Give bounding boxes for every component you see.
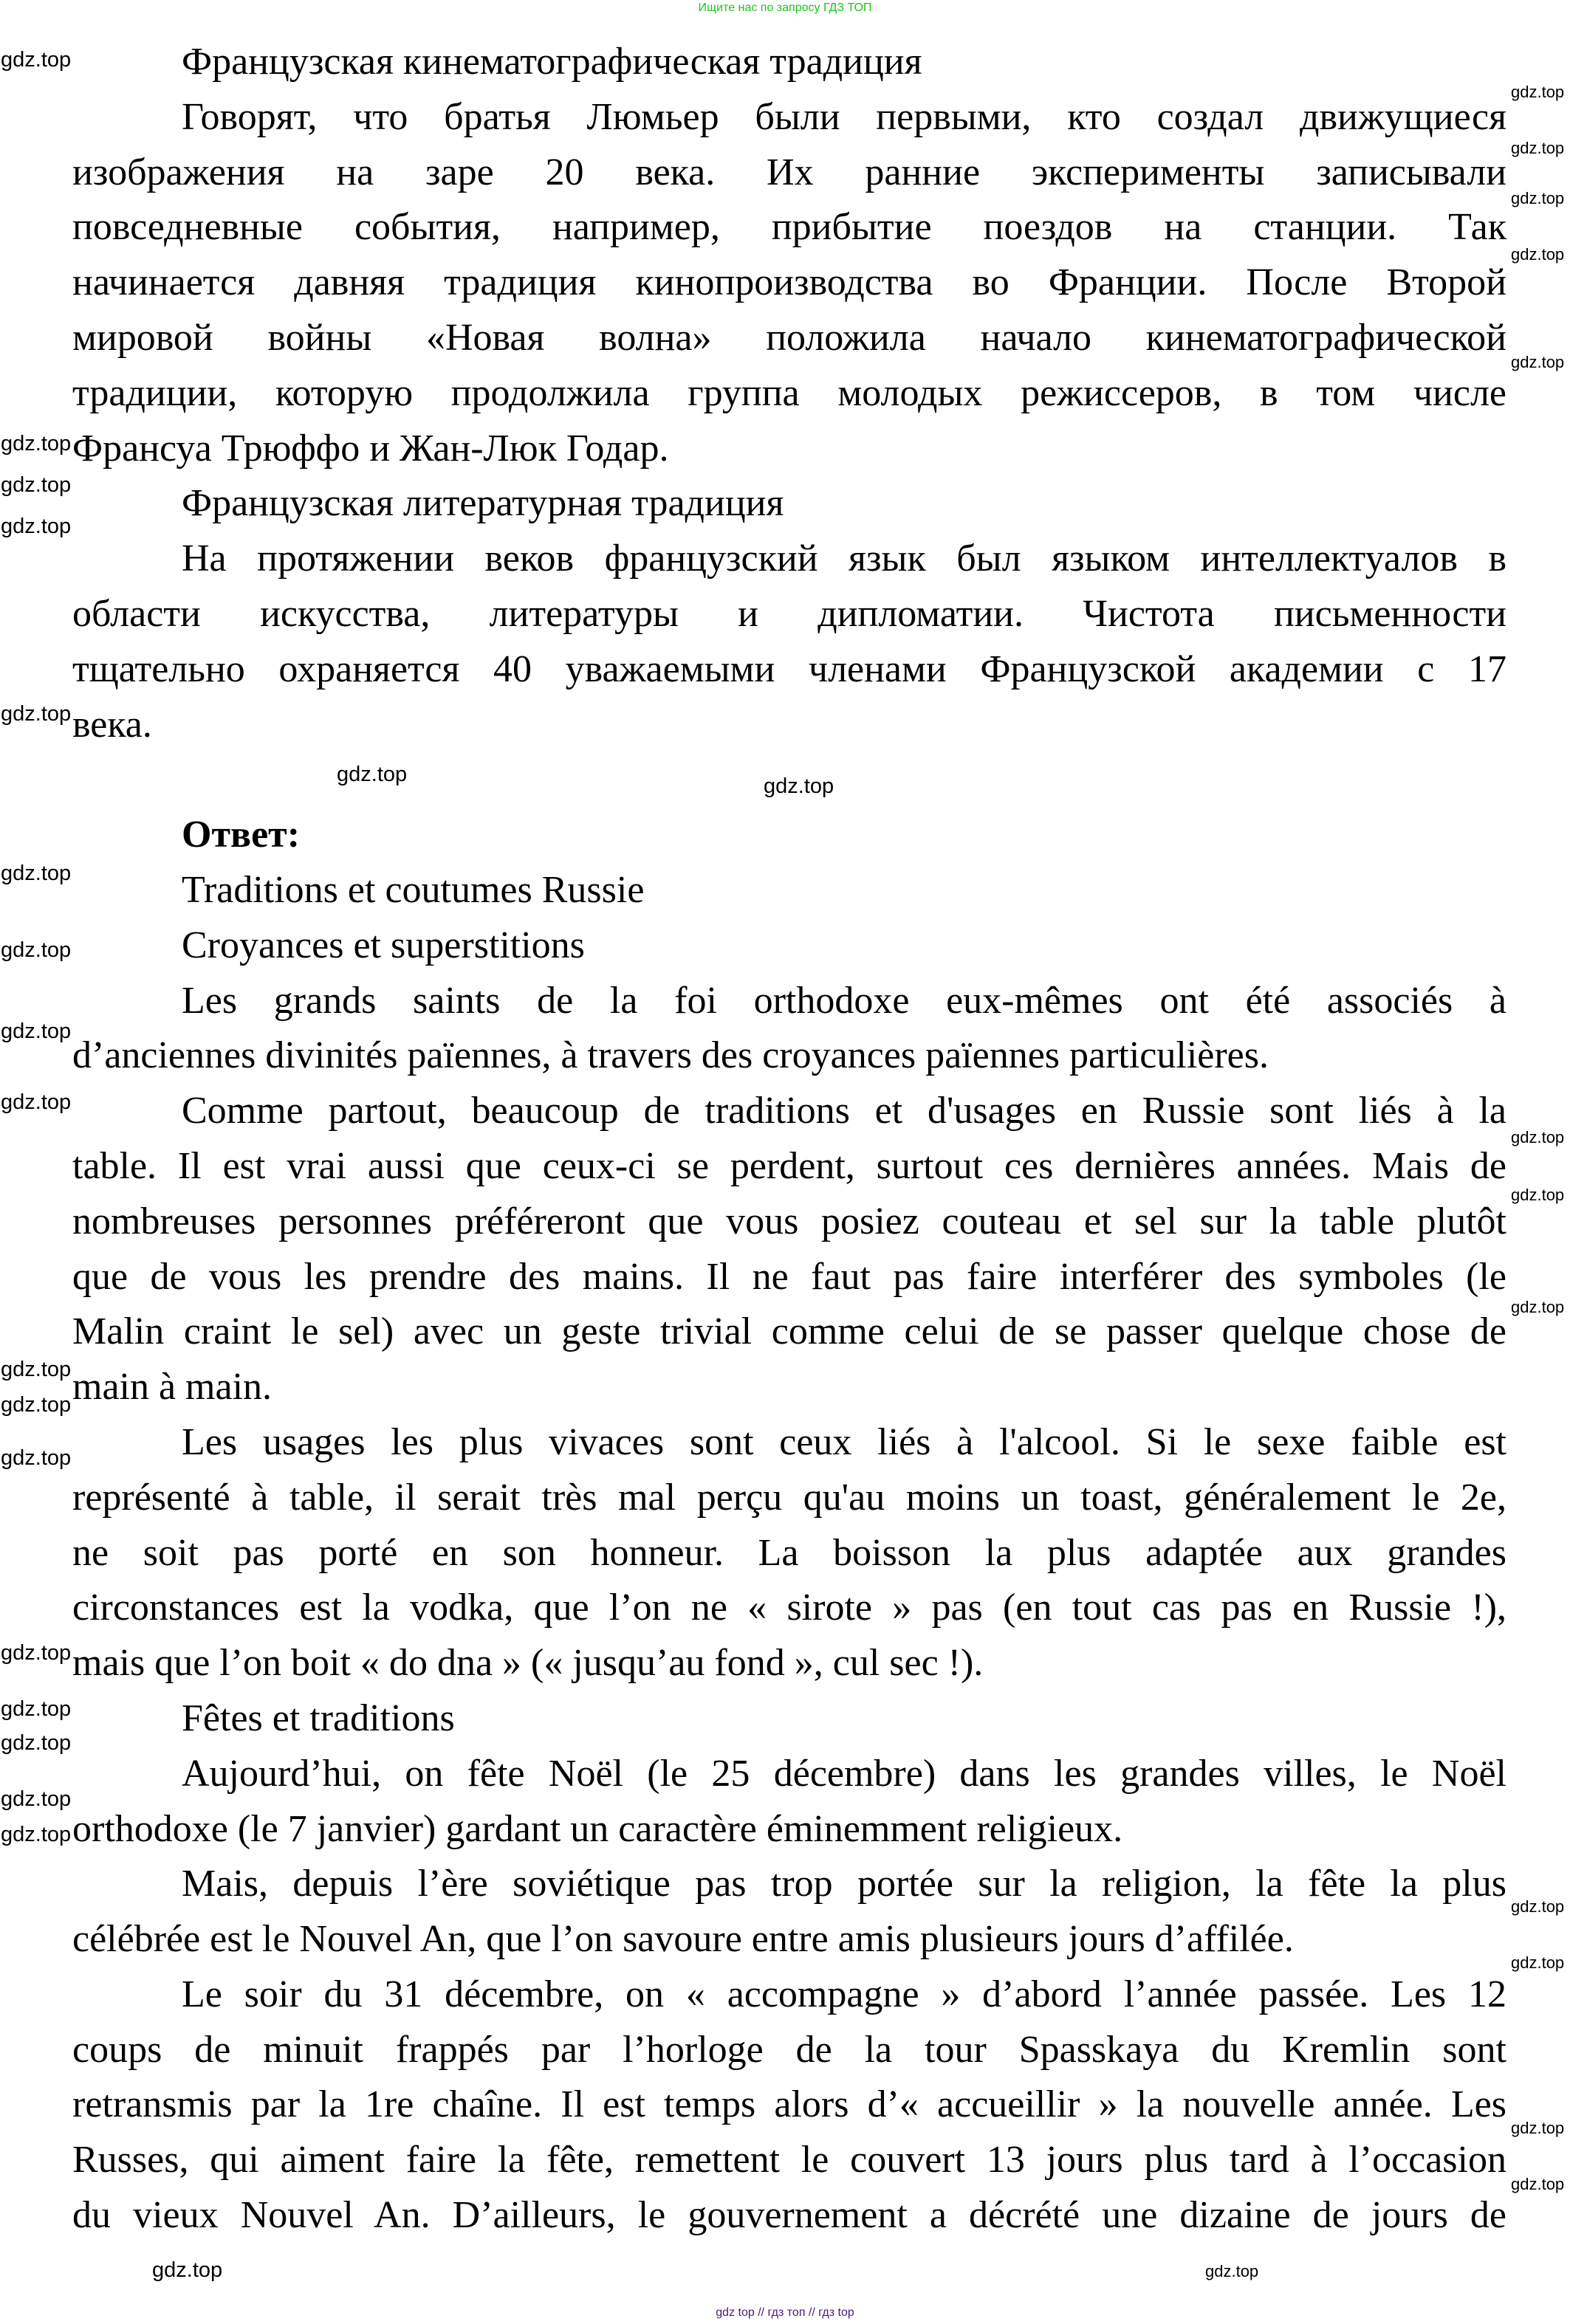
watermark: gdz.top	[1511, 83, 1565, 101]
text-line-content: На протяжении веков французский язык был языком интеллектуалов в	[182, 537, 1506, 580]
text-line	[72, 1028, 1506, 1084]
text-line-content: que de vous les prendre des mains. Il ne faut pas faire interférer des symboles (le	[72, 1255, 1506, 1298]
watermark: gdz.top	[1, 48, 72, 72]
text-line-content: Malin craint le sel) avec un geste trivial comme celui de se passer quelque chose de	[72, 1310, 1506, 1353]
paragraph	[72, 90, 1506, 477]
text-line-content: мировой войны «Новая волна» положила начало кинематографической	[72, 316, 1506, 359]
watermark: gdz.top	[1, 862, 72, 885]
text-line-content: table. Il est vrai aussi que ceux-ci se perdent, surtout ces dernières années. Mais de	[72, 1144, 1506, 1187]
watermark: gdz.top	[764, 774, 834, 798]
watermark: gdz.top	[1, 1020, 72, 1043]
text-line	[72, 1747, 1506, 1802]
paragraph	[72, 1415, 1506, 1691]
text-line-content: Croyances et superstitions	[182, 924, 585, 966]
text-line	[72, 918, 1506, 974]
text-line-content: Fêtes et traditions	[182, 1696, 455, 1739]
text-line-content: повседневные события, например, прибытие поездов на станции. Так	[72, 206, 1506, 249]
text-line-content: Russes, qui aiment faire la fête, remettent le couvert 13 jours plus tard à l’occasion	[72, 2139, 1506, 2182]
text-line	[72, 145, 1506, 201]
text-line	[72, 532, 1506, 587]
answer-heading	[72, 808, 1506, 863]
section-heading	[72, 35, 1506, 90]
text-line	[72, 974, 1506, 1029]
text-line	[72, 698, 1506, 753]
text-line	[72, 1912, 1506, 1967]
text-line	[72, 1636, 1506, 1691]
text-line-content: тщательно охраняется 40 уважаемыми членами Французской академии с 17	[72, 647, 1506, 690]
text-line-content: Франсуа Трюффо и Жан-Люк Годар.	[72, 427, 669, 470]
watermark: gdz.top	[1, 1090, 72, 1114]
watermark: gdz.top	[1511, 1298, 1565, 1316]
text-line-content: circonstances est la vodka, que l’on ne « sirote » pas (en tout cas pas en Russie !),	[72, 1586, 1506, 1629]
text-line	[72, 1691, 1506, 1747]
watermark: gdz.top	[1, 1731, 72, 1755]
text-line-content: Le soir du 31 décembre, on « accompagne » d’abord l’année passée. Les 12	[182, 1973, 1506, 2015]
text-line	[72, 1084, 1506, 1139]
watermark: gdz.top	[1511, 139, 1565, 157]
text-line-content: du vieux Nouvel An. D’ailleurs, le gouvernement a décrété une dizaine de jours de	[72, 2194, 1506, 2237]
watermark: gdz.top	[1511, 2175, 1565, 2193]
text-line	[72, 1194, 1506, 1250]
watermark: gdz.top	[1, 1358, 72, 1381]
text-line	[72, 1471, 1506, 1526]
text-line-content: изображения на заре 20 века. Их ранние эксперименты записывали	[72, 151, 1506, 193]
watermark: gdz.top	[152, 2258, 223, 2282]
paragraph	[72, 1857, 1506, 1967]
text-line-content: d’anciennes divinités païennes, à travers des croyances païennes particulières.	[72, 1034, 1269, 1077]
text-line	[72, 863, 1506, 918]
text-line-content: века.	[72, 703, 152, 746]
text-line-content: Les usages les plus vivaces sont ceux liés à l'alcool. Si le sexe faible est	[182, 1420, 1506, 1463]
watermark: gdz.top	[1511, 1953, 1565, 1972]
text-line-content: retransmis par la 1re chaîne. Il est temps alors d’« accueillir » la nouvelle année. Les	[72, 2083, 1506, 2126]
text-line-content: ne soit pas porté en son honneur. La boisson la plus adaptée aux grandes	[72, 1531, 1506, 1574]
search-banner: Ищите нас по запросу ГДЗ ТОП	[698, 1, 872, 14]
text-line-content: Французская литературная традиция	[182, 482, 784, 525]
text-line-content: célébrée est le Nouvel An, que l’on savoure entre amis plusieurs jours d’affilée.	[72, 1918, 1294, 1961]
watermark: gdz.top	[1, 1393, 72, 1417]
watermark: gdz.top	[1, 515, 72, 538]
text-line	[72, 2077, 1506, 2133]
text-line-content: coups de minuit frappés par l’horloge de la tour Spasskaya du Kremlin sont	[72, 2028, 1506, 2071]
text-line	[72, 200, 1506, 255]
section-heading	[72, 918, 1506, 974]
watermark: gdz.top	[1511, 1897, 1565, 1916]
text-line	[72, 1360, 1506, 1415]
text-line-content: Ответ:	[182, 814, 301, 856]
text-line	[72, 1857, 1506, 1912]
watermark: gdz.top	[1, 473, 72, 497]
section-heading	[72, 476, 1506, 532]
text-line-content: mais que l’on boit « do dna » (« jusqu’au fond », cul sec !).	[72, 1642, 984, 1685]
text-line	[72, 90, 1506, 145]
section-heading	[72, 1691, 1506, 1747]
text-line-content: orthodoxe (le 7 janvier) gardant un caractère éminemment religieux.	[72, 1807, 1123, 1850]
section-heading	[72, 863, 1506, 918]
text-line	[72, 476, 1506, 532]
watermark: gdz.top	[1511, 245, 1565, 264]
text-line	[72, 1526, 1506, 1581]
text-line-content: Aujourd’hui, on fête Noël (le 25 décembre) dans les grandes villes, le Noël	[182, 1752, 1506, 1795]
text-line	[72, 1802, 1506, 1857]
watermark: gdz.top	[1, 1787, 72, 1811]
text-line	[72, 311, 1506, 366]
text-line	[72, 1139, 1506, 1194]
paragraph	[72, 974, 1506, 1084]
text-line-content: Французская кинематографическая традиция	[182, 41, 922, 83]
paragraph	[72, 1967, 1506, 2244]
watermark: gdz.top	[1, 1446, 72, 1470]
text-line	[72, 1250, 1506, 1305]
text-line	[72, 2188, 1506, 2244]
text-line	[72, 2133, 1506, 2188]
text-line-content: Traditions et coutumes Russie	[182, 868, 645, 911]
watermark: gdz.top	[1, 702, 72, 726]
text-line-content: Mais, depuis l’ère soviétique pas trop portée sur la religion, la fête la plus	[182, 1863, 1506, 1905]
paragraph	[72, 1084, 1506, 1415]
text-line	[72, 808, 1506, 863]
paragraph	[72, 532, 1506, 752]
text-line	[72, 587, 1506, 642]
watermark: gdz.top	[1, 938, 72, 962]
document-body	[72, 35, 1506, 2244]
text-line	[72, 1581, 1506, 1636]
watermark: gdz.top	[1, 432, 72, 455]
watermark: gdz.top	[1, 1823, 72, 1846]
text-line-content: Comme partout, beaucoup de traditions et d'usages en Russie sont liés à la	[182, 1090, 1506, 1132]
watermark: gdz.top	[1, 1641, 72, 1665]
footer-links: gdz top // гдз топ // гдз top	[716, 2306, 854, 2319]
watermark: gdz.top	[1511, 1128, 1565, 1146]
watermark: gdz.top	[1511, 2119, 1565, 2137]
text-line-content: традиции, которую продолжила группа молодых режиссеров, в том числе	[72, 371, 1506, 414]
watermark: gdz.top	[1, 1697, 72, 1721]
paragraph	[72, 1747, 1506, 1857]
watermark: gdz.top	[337, 763, 408, 786]
text-line-content: Говорят, что братья Люмьер были первыми, кто создал движущиеся	[182, 95, 1506, 138]
text-line	[72, 642, 1506, 698]
watermark: gdz.top	[1511, 189, 1565, 207]
text-line-content: représenté à table, il serait très mal perçu qu'au moins un toast, généralement le 2e,	[72, 1476, 1506, 1519]
text-line	[72, 1304, 1506, 1360]
text-line	[72, 2023, 1506, 2078]
text-line	[72, 1415, 1506, 1471]
watermark: gdz.top	[1205, 2262, 1259, 2280]
watermark: gdz.top	[1511, 1186, 1565, 1204]
watermark: gdz.top	[1511, 353, 1565, 371]
text-line-content: области искусства, литературы и дипломатии. Чистота письменности	[72, 592, 1506, 635]
text-line	[72, 255, 1506, 311]
text-line-content: nombreuses personnes préféreront que vous posiez couteau et sel sur la table plutôt	[72, 1200, 1506, 1242]
text-line	[72, 1967, 1506, 2023]
text-line-content: начинается давняя традиция кинопроизводства во Франции. После Второй	[72, 261, 1506, 304]
text-line	[72, 422, 1506, 477]
text-line-content: Les grands saints de la foi orthodoxe eux-mêmes ont été associés à	[182, 979, 1506, 1022]
text-line	[72, 35, 1506, 90]
text-line	[72, 366, 1506, 422]
text-line-content: main à main.	[72, 1366, 272, 1409]
